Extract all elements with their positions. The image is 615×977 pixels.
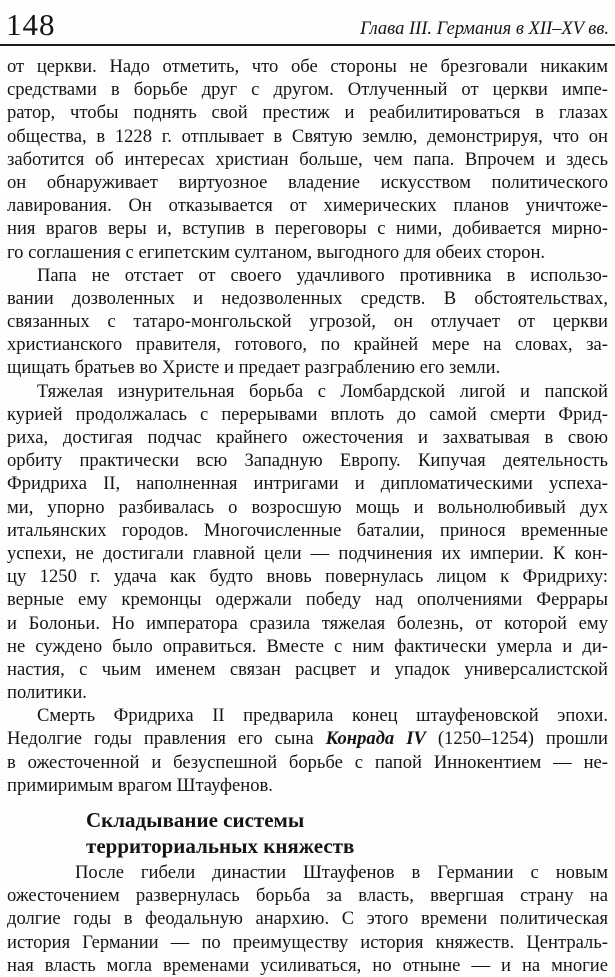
- paragraph: [7, 55, 608, 264]
- text-line: лавирования. Он отказывается от химерических планов уничтоже-: [7, 195, 608, 217]
- text-line: общества, в 1228 г. отплывает в Святую землю, демонстрируя, что он: [7, 125, 608, 147]
- paragraph: [7, 704, 608, 797]
- text-line: верные ему кремонцы одержали победу над ополчениями Феррары: [7, 589, 608, 611]
- text-line: успехи, не достигали главной цели — подчинения их империи. К кон-: [7, 542, 608, 564]
- text-line: го соглашения с египетским султаном, выгодного для обеих сторон.: [7, 241, 546, 263]
- text-line: политики.: [7, 682, 87, 704]
- text-line: в ожесточенной и безуспешной борьбе с папой Иннокентием — не-: [7, 751, 608, 773]
- text-line: связанных с татаро-монгольской угрозой, он отлучает от церкви: [7, 311, 608, 333]
- text-line: курией продолжалась с перерывами вплоть до самой смерти Фрид-: [7, 403, 608, 425]
- text-line: Смерть Фридриха II предварила конец штауфеновской эпохи.: [37, 705, 608, 727]
- paragraph: [7, 264, 608, 380]
- text-line: средствами в борьбе друг с другом. Отлученный от церкви импе-: [7, 79, 608, 101]
- text-segment: (1250–1254) прошли: [425, 728, 608, 750]
- paragraph: [7, 380, 608, 705]
- text-line: вании дозволенных и недозволенных средств. В обстоятельствах,: [7, 287, 608, 309]
- text-line: от церкви. Надо отметить, что обе стороны не брезговали никаким: [7, 56, 608, 77]
- text-line: итальянских городов. Многочисленные баталии, принося временные: [7, 519, 608, 541]
- text-line: [7, 727, 608, 750]
- text-line: Фридриха II, наполненная интригами и дипломатическими успеха-: [7, 473, 608, 495]
- text-line: и Болоньи. Но императора сразила тяжелая болезнь, от которой ему: [7, 612, 608, 634]
- text-segment: Недолгие годы правления его сына: [7, 728, 326, 750]
- text-line: долгие годы в феодальную анархию. С этого времени политическая: [7, 908, 608, 930]
- emphasis-bold-italic: Конрада IV: [325, 728, 426, 750]
- text-line: ми, упорно разбивалась о возросшую мощь и вольнолюбивый дух: [7, 496, 608, 518]
- section-heading: [86, 808, 608, 859]
- text-line: христианского правителя, готового, по крайней мере на словах, за-: [7, 334, 608, 356]
- text-line: заботится об интересах христиан больше, чем папа. Впрочем и здесь: [7, 148, 608, 170]
- text-line: риха, достигая подчас крайнего ожесточения и захватывая в свою: [7, 427, 608, 448]
- text-line: Тяжелая изнурительная борьба с Ломбардской лигой и папской: [37, 380, 608, 402]
- paragraph: [7, 861, 608, 977]
- page-number: 148: [6, 7, 56, 42]
- text-line: история Германии — по преимуществу история княжеств. Централь-: [7, 931, 608, 953]
- text-line: орбиту практически всю Западную Европу. Кипучая деятельность: [7, 450, 608, 472]
- text-line: настия, с чьим именем связан расцвет и упадок универсалистской: [7, 658, 608, 680]
- section-heading-line: территориальных княжеств: [86, 833, 355, 858]
- text-line: ожесточением развернулась борьба за власть, ввергшая страну на: [7, 885, 608, 907]
- text-line: цу 1250 г. удача как будто вновь повернулась лицом к Фридриху:: [7, 566, 608, 588]
- page-body: [0, 46, 615, 977]
- text-line: ратор, чтобы поднять свой престиж и реабилитироваться в глазах: [7, 102, 608, 124]
- text-line: примиримым врагом Штауфенов.: [7, 774, 273, 796]
- text-line: После гибели династии Штауфенов в Германии с новым: [75, 862, 608, 883]
- text-line: ная власть могла временами усиливаться, но отныне — и на многие: [7, 954, 608, 976]
- running-header: [0, 0, 615, 46]
- text-line: ния врагов веры и, вступив в переговоры с ними, добивается мирно-: [7, 218, 608, 240]
- text-line: Папа не отстает от своего удачливого противника в использо-: [37, 264, 608, 286]
- text-line: не суждено было оправиться. Вместе с ним фактически умерла и ди-: [7, 635, 608, 657]
- running-title: Глава III. Германия в XII–XV вв.: [360, 19, 609, 39]
- text-line: щищать братьев во Христе и предает разграблению его земли.: [7, 357, 501, 379]
- text-line: он обнаруживает виртуозное владение искусством политического: [7, 171, 608, 193]
- section-heading-line: Складывание системы: [86, 808, 305, 832]
